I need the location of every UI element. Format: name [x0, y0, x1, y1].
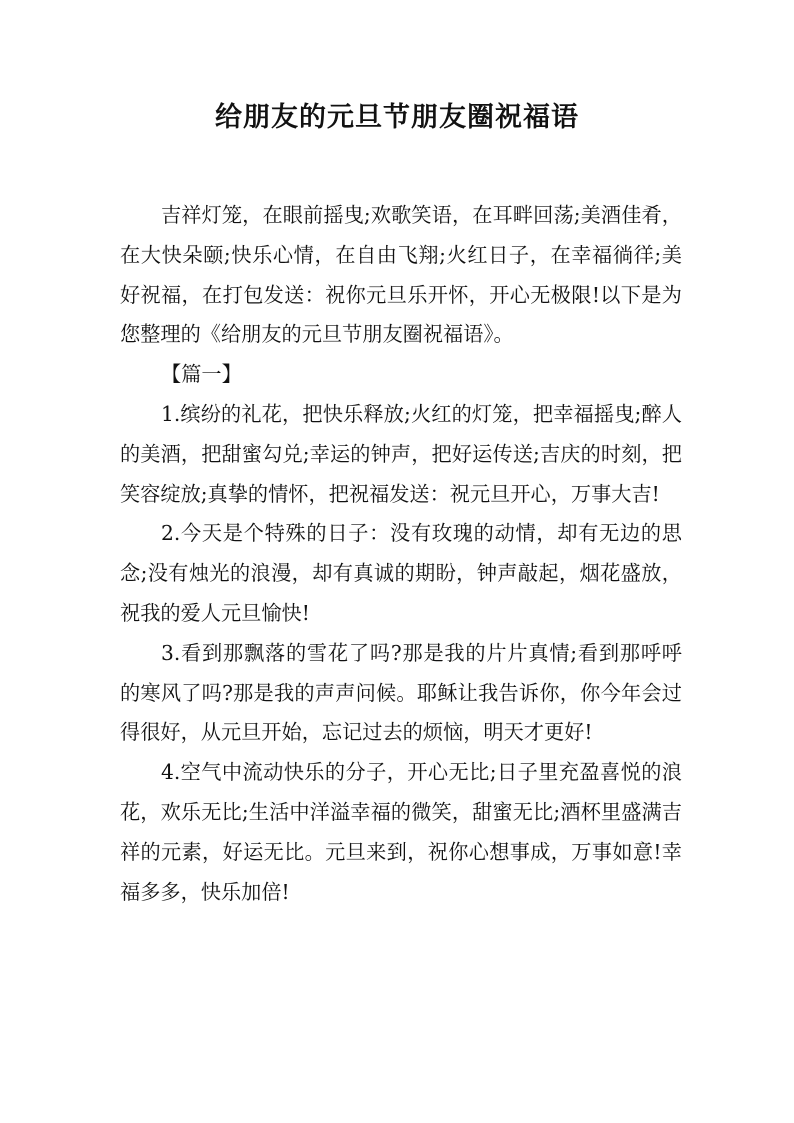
document-body	[120, 196, 682, 912]
greeting-item-3: 3.看到那飘落的雪花了吗?那是我的片片真情;看到那呼呼的寒风了吗?那是我的声声问候。耶稣让我告诉你，你今年会过得很好，从元旦开始，忘记过去的烦恼，明天才更好!	[120, 640, 682, 745]
greeting-item-4: 4.空气中流动快乐的分子，开心无比;日子里充盈喜悦的浪花，欢乐无比;生活中洋溢幸福的微笑，甜蜜无比;酒杯里盛满吉祥的元素，好运无比。元旦来到，祝你心想事成，万事如意!幸福多多，快乐加倍!	[120, 760, 682, 904]
section-heading: 【篇一】	[161, 362, 242, 387]
page-title: 给朋友的元旦节朋友圈祝福语	[215, 102, 579, 133]
greeting-item-2: 2.今天是个特殊的日子：没有玫瑰的动情，却有无边的思念;没有烛光的浪漫，却有真诚的期盼，钟声敲起，烟花盛放，祝我的爱人元旦愉快!	[120, 521, 682, 625]
greeting-item-1: 1.缤纷的礼花，把快乐释放;火红的灯笼，把幸福摇曳;醉人的美酒，把甜蜜勾兑;幸运的钟声，把好运传送;吉庆的时刻，把笑容绽放;真挚的情怀，把祝福发送：祝元旦开心，万事大吉!	[120, 401, 682, 506]
intro-paragraph: 吉祥灯笼，在眼前摇曳;欢歌笑语，在耳畔回荡;美酒佳肴，在大快朵颐;快乐心情，在自由飞翔;火红日子，在幸福徜徉;美好祝福，在打包发送：祝你元旦乐开怀，开心无极限!以下是为您整理的《给朋友的元旦节朋友圈祝福语》。	[120, 203, 682, 347]
